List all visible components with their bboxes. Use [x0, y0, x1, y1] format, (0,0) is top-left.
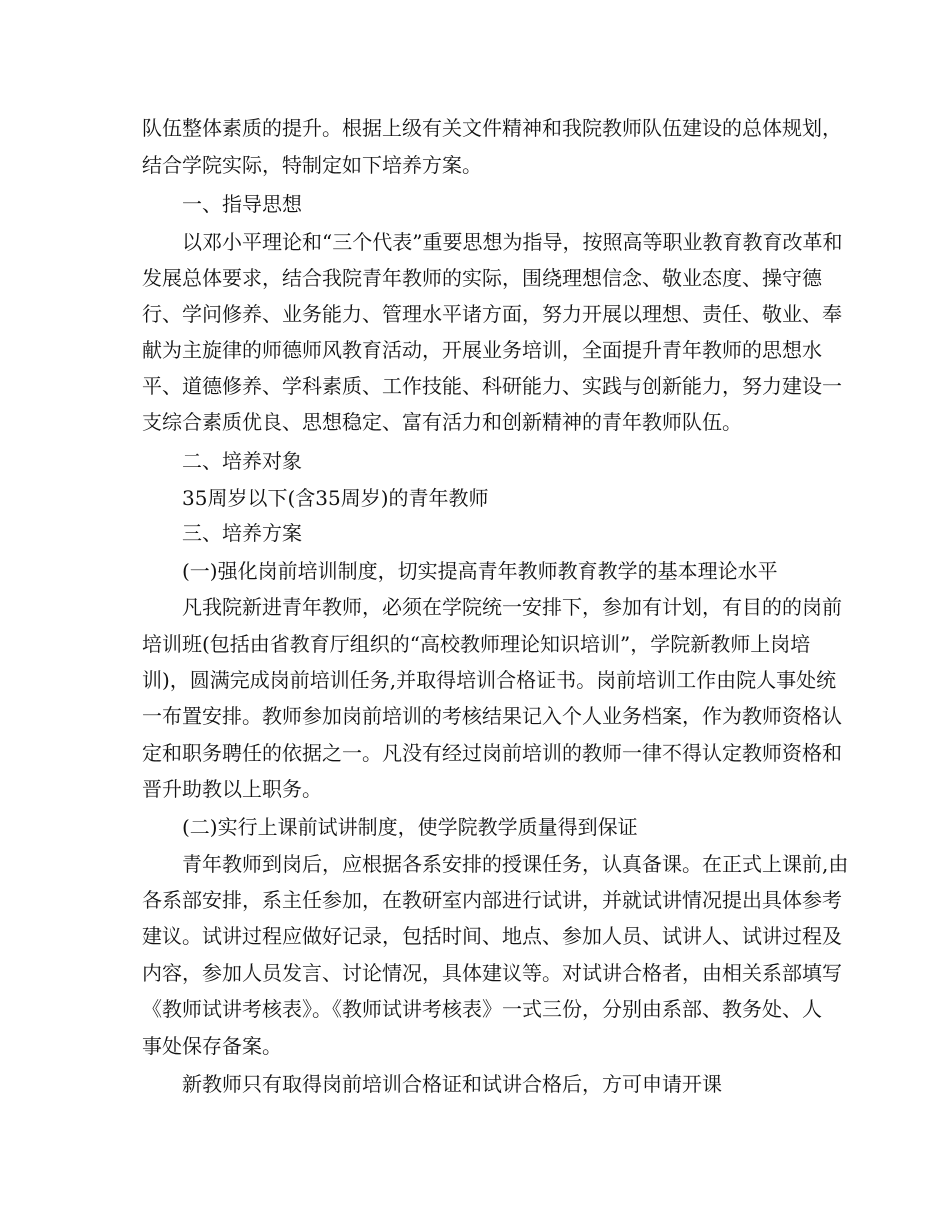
text-line: 平、道德修养、学科素质、工作技能、科研能力、实践与创新能力，努力建设一	[142, 374, 842, 398]
text-line: 各系部安排，系主任参加，在教研室内部进行试讲，并就试讲情况提出具体参考	[142, 888, 842, 912]
text-line: 定和职务聘任的依据之一。凡没有经过岗前培训的教师一律不得认定教师资格和	[142, 741, 842, 765]
text-line: 凡我院新进青年教师，必须在学院统一安排下，参加有计划，有目的的岗前	[182, 595, 842, 619]
section-heading: 三、培养方案	[182, 521, 302, 545]
subsection-heading: (一)强化岗前培训制度，切实提高青年教师教育教学的基本理论水平	[182, 559, 778, 583]
text-line: 青年教师到岗后，应根据各系安排的授课任务，认真备课。在正式上课前,由	[182, 852, 849, 876]
text-line: 支综合素质优良、思想稳定、富有活力和创新精神的青年教师队伍。	[142, 410, 742, 434]
text-line: 献为主旋律的师德师风教育活动，开展业务培训，全面提升青年教师的思想水	[142, 338, 822, 362]
text-line: 队伍整体素质的提升。根据上级有关文件精神和我院教师队伍建设的总体规划，	[142, 116, 842, 140]
subsection-heading: (二)实行上课前试讲制度，使学院教学质量得到保证	[182, 815, 638, 839]
text-line: 结合学院实际，特制定如下培养方案。	[142, 153, 482, 177]
section-heading: 二、培养对象	[182, 449, 302, 473]
text-line: 事处保存备案。	[142, 1034, 282, 1058]
text-line: 以邓小平理论和“三个代表”重要思想为指导，按照高等职业教育教育改革和	[182, 230, 843, 254]
text-line: 35周岁以下(含35周岁)的青年教师	[182, 486, 489, 510]
text-line: 训)，圆满完成岗前培训任务,并取得培训合格证书。岗前培训工作由院人事处统	[142, 668, 837, 692]
text-line: 一布置安排。教师参加岗前培训的考核结果记入个人业务档案，作为教师资格认	[142, 704, 842, 728]
text-line: 《教师试讲考核表》。《教师试讲考核表》一式三份，分别由系部、教务处、人	[142, 997, 822, 1021]
text-line: 建议。试讲过程应做好记录，包括时间、地点、参加人员、试讲人、试讲过程及	[142, 924, 842, 948]
text-line: 内容，参加人员发言、讨论情况，具体建议等。对试讲合格者，由相关系部填写	[142, 961, 842, 985]
text-line: 晋升助教以上职务。	[142, 777, 322, 801]
section-heading: 一、指导思想	[182, 192, 302, 216]
text-line: 新教师只有取得岗前培训合格证和试讲合格后，方可申请开课	[182, 1072, 722, 1096]
text-line: 培训班(包括由省教育厅组织的“高校教师理论知识培训”，学院新教师上岗培	[142, 632, 811, 656]
text-line: 发展总体要求，结合我院青年教师的实际，围绕理想信念、敬业态度、操守德	[142, 266, 822, 290]
text-line: 行、学问修养、业务能力、管理水平诸方面，努力开展以理想、责任、敬业、奉	[142, 302, 842, 326]
